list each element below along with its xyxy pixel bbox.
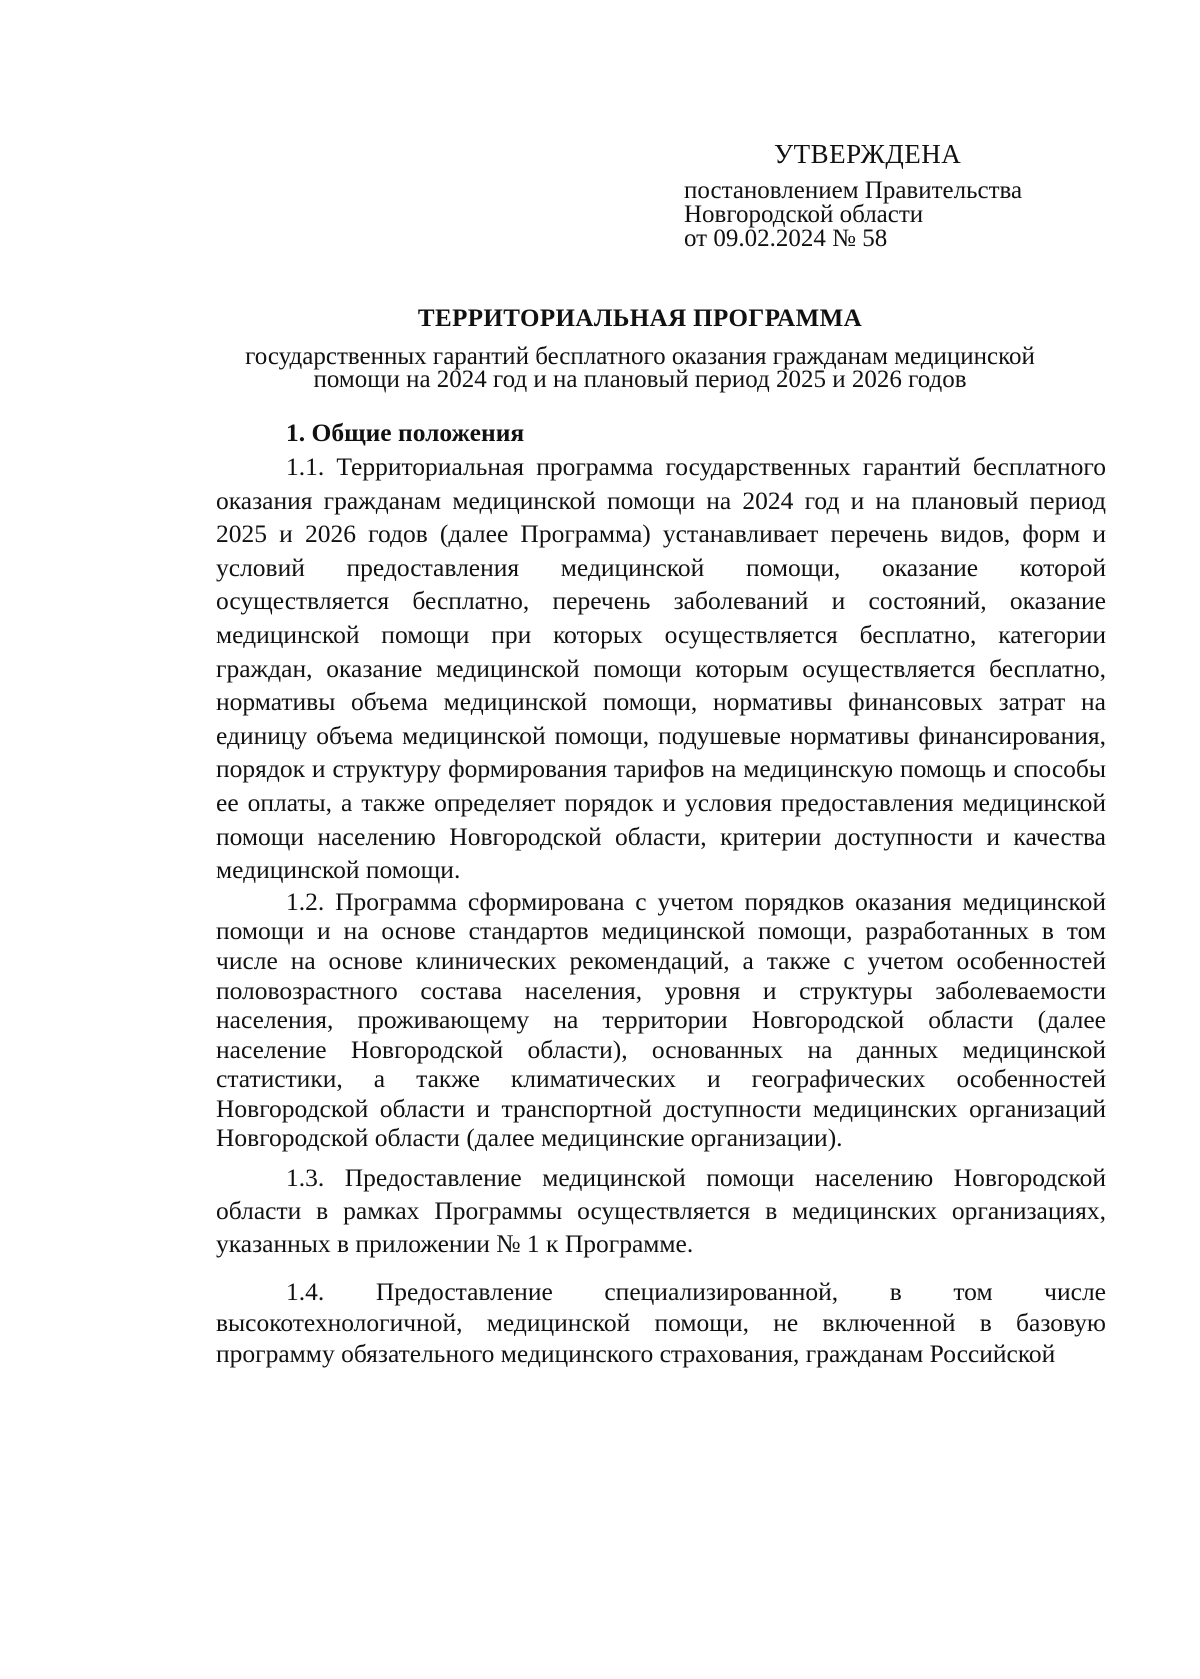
paragraph-1-3: 1.3. Предоставление медицинской помощи населению Новгородской области в рамках Программы осуществляется в медицинских организациях, указанных в приложении № 1 к Программе. [216, 1163, 1106, 1259]
paragraph-1-1: 1.1. Территориальная программа государственных гарантий бесплатного оказания гражданам медицинской помощи на 2024 год и на плановый период 2025 и 2026 годов (далее Программа) устанавливает перечень видов, форм и условий предоставления медицинской помощи, оказание которой осуществляется бесплатно, перечень заболеваний и состояний, оказание медицинской помощи при которых осуществляется бесплатно, категории граждан, оказание медицинской помощи которым осуществляется бесплатно, нормативы объема медицинской помощи, нормативы финансовых затрат на единицу объема медицинской помощи, подушевые нормативы финансирования, порядок и структуру формирования тарифов на медицинскую помощь и способы ее оплаты, а также определяет порядок и условия предоставления медицинской помощи населению Новгородской области, критерии доступности и качества медицинской помощи. [216, 452, 1106, 885]
approval-date-number-line: от 09.02.2024 № 58 [684, 225, 888, 252]
document-title-block [200, 303, 1080, 391]
paragraph-1-4: 1.4. Предоставление специализированной, в том числе высокотехнологичной, медицинской помощи, не включенной в базовую программу обязательного медицинского страхования, гражданам Российской [216, 1277, 1106, 1369]
approval-region-line: Новгородской области [684, 201, 924, 228]
approval-heading: УТВЕРЖДЕНА [774, 139, 962, 169]
section-heading: 1. Общие положения [286, 418, 525, 447]
approval-stamp [684, 139, 1104, 251]
approval-resolution-line: постановлением Правительства [684, 177, 1023, 204]
document-subtitle-line-2: помощи на 2024 год и на плановый период 2025 и 2026 годов [313, 366, 967, 393]
paragraph-1-2: 1.2. Программа сформирована с учетом порядков оказания медицинской помощи и на основе стандартов медицинской помощи, разработанных в том числе на основе клинических рекомендаций, а также с учетом особенностей половозрастного состава населения, уровня и структуры заболеваемости населения, проживающему на территории Новгородской области (далее население Новгородской области), основанных на данных медицинской статистики, а также климатических и географических особенностей Новгородской области и транспортной доступности медицинских организаций Новгородской области (далее медицинские организации). [216, 886, 1106, 1153]
document-subtitle-line-1: государственных гарантий бесплатного оказания гражданам медицинской [245, 343, 1035, 370]
document-body [216, 418, 1106, 1369]
document-title: ТЕРРИТОРИАЛЬНАЯ ПРОГРАММА [417, 305, 863, 332]
